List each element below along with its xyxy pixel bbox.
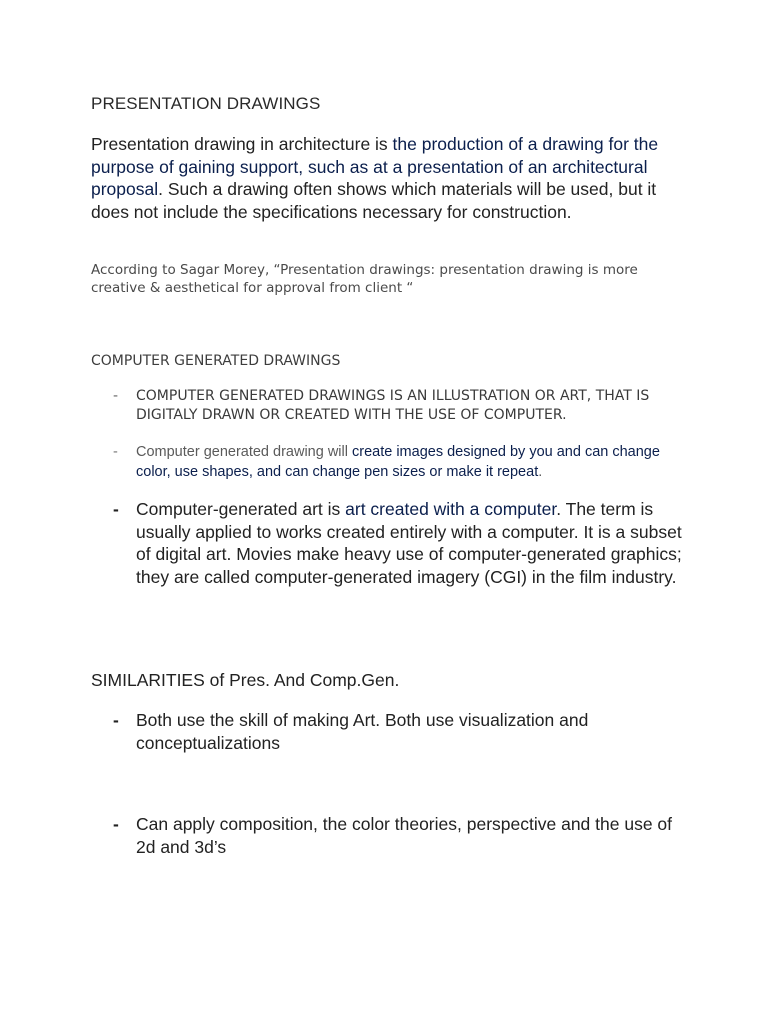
item3-highlight: art created with a computer [345,499,557,519]
quote-paragraph: According to Sagar Morey, “Presentation drawings: presentation drawing is more creative & aesthetical for approval from client “ [91,262,638,296]
list-item-text: Can apply composition, the color theories, perspective and the use of 2d and 3d’s [136,814,673,857]
document-title: PRESENTATION DRAWINGS [91,94,321,113]
section-heading-similarities: SIMILARITIES of Pres. And Comp.Gen. [91,670,400,690]
intro-highlight: the production of a drawing for the purpose of gaining support, such as at a presentation of an architectural proposal [91,134,659,199]
bullet-dash: - [113,444,118,460]
list-item-text: COMPUTER GENERATED DRAWINGS IS AN ILLUSTRATION OR ART, THAT IS DIGITALY DRAWN OR CREATED WITH THE USE OF COMPUTER. [136,388,650,423]
item3-text-part3: . The term is usually applied to works created entirely with a computer. It is a subset of digital art. Movies make heavy use of computer-generated graphics; they are called computer-generated imagery (CGI) in the film industry. [136,499,682,587]
list-item-text [136,443,684,482]
item3-text-part1: Computer-generated art is [136,499,346,519]
list-item-text [136,498,684,588]
intro-text-part1: Presentation drawing in architecture is [91,134,393,154]
item2-highlight: create images designed by you and can change color, use shapes, and can change pen sizes or make it repeat [136,444,660,480]
bullet-dash: - [113,814,119,834]
section-heading-computer-generated: COMPUTER GENERATED DRAWINGS [91,353,341,369]
intro-text-part3: . Such a drawing often shows which materials will be used, but it does not include the specifications necessary for construction. [91,179,657,222]
intro-paragraph [91,133,681,223]
item2-text-part3: . [538,463,543,480]
bullet-dash: - [113,499,119,519]
bullet-dash: - [113,710,119,730]
bullet-dash: - [113,388,119,404]
item2-text-part1: Computer generated drawing will [136,444,352,460]
list-item-text: Both use the skill of making Art. Both use visualization and conceptualizations [136,710,589,753]
